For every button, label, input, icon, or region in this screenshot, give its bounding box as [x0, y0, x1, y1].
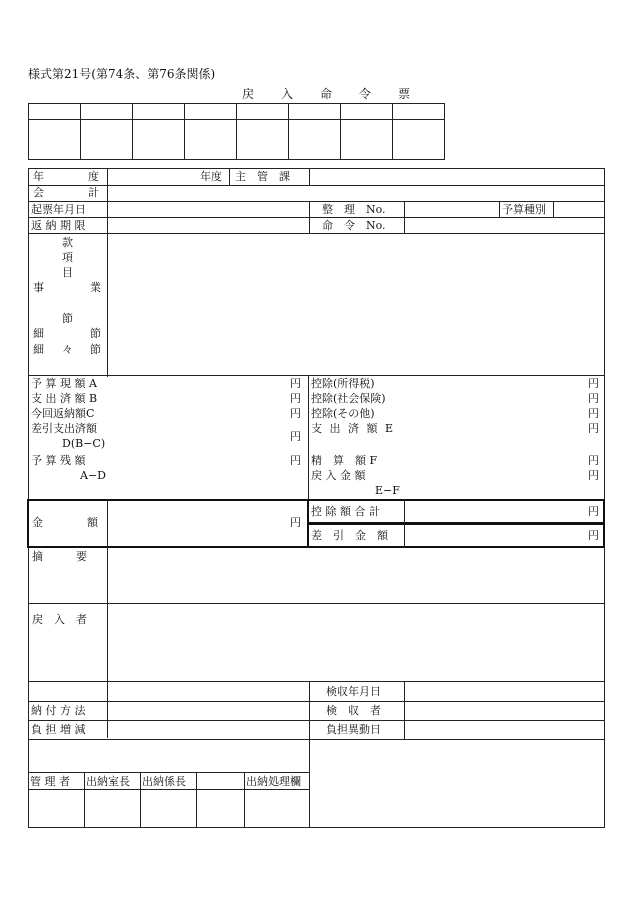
yen-kojo-gokei: 円: [588, 505, 599, 518]
sig-suitou-shitsucho: 出納室長: [86, 775, 130, 788]
label-futan-zogen: 負 担 増 減: [31, 723, 86, 736]
item-noma: 々: [62, 343, 73, 356]
amt-kojo-sonota: 控除(その他): [311, 407, 375, 420]
amt-kojo-shakai: 控除(社会保険): [311, 392, 386, 405]
item-moku: 目: [62, 266, 73, 279]
yen-10: 円: [588, 454, 599, 467]
item-gyo: 業: [90, 281, 101, 294]
yen-6: 円: [588, 377, 599, 390]
yen-3: 円: [290, 407, 301, 420]
label-kaikei: 会 計: [33, 186, 99, 199]
label-sashihiki: 差 引 金 額: [311, 529, 388, 542]
item-kou: 項: [62, 251, 73, 264]
amt-yosan-gengaku: 予 算 現 額 A: [31, 377, 97, 390]
amt-d-formula: D(B−C): [62, 437, 106, 450]
amt-e-f-formula: E−F: [375, 484, 400, 497]
item-kan: 款: [62, 236, 73, 249]
label-shukan-ka: 主 管 課: [235, 170, 290, 183]
yen-sashihiki: 円: [588, 529, 599, 542]
label-nendo-suffix: 年度: [200, 170, 222, 183]
label-nendo: 年 度: [33, 170, 99, 183]
label-meirei-no: 命 令 No.: [322, 219, 386, 232]
amt-seisan-f: 精 算 額 F: [311, 454, 378, 467]
yen-8: 円: [588, 407, 599, 420]
label-kojo-gokei: 控 除 額 合 計: [311, 505, 380, 518]
yen-7: 円: [588, 392, 599, 405]
item-setsu-3: 節: [90, 343, 101, 356]
item-ji: 事: [33, 281, 44, 294]
amt-a-d-formula: A−D: [80, 469, 106, 482]
item-sai-2: 細: [33, 343, 44, 356]
yen-1: 円: [290, 377, 301, 390]
yen-11: 円: [588, 469, 599, 482]
item-setsu-2: 節: [90, 327, 101, 340]
label-yosan-shubetsu: 予算種別: [502, 203, 546, 216]
amt-kojo-shotoku: 控除(所得税): [311, 377, 375, 390]
yen-4: 円: [290, 430, 301, 443]
yen-9: 円: [588, 422, 599, 435]
item-setsu: 節: [62, 312, 73, 325]
form-title: 戻 入 命 令 票: [242, 87, 412, 101]
label-tekiyo: 摘 要: [32, 550, 87, 563]
sig-suitou-kakaricho: 出納係長: [142, 775, 186, 788]
sig-suitou-shori: 出納処理欄: [246, 775, 301, 788]
yen-kingaku: 円: [290, 516, 301, 529]
label-reinyusha: 戻 入 者: [32, 613, 87, 626]
yen-5: 円: [290, 454, 301, 467]
label-futan-ido-date: 負担異動日: [326, 723, 381, 736]
amt-shishutsu-e: 支 出 済 額 E: [311, 422, 396, 435]
label-kingaku: 金 額: [32, 516, 98, 529]
label-seiri-no: 整 理 No.: [322, 203, 386, 216]
sig-kanrisha: 管 理 者: [30, 775, 70, 788]
amt-shishutsu-zumi: 支 出 済 額 B: [31, 392, 98, 405]
label-hennou-kigen: 返 納 期 限: [31, 219, 86, 232]
form-id: 様式第21号(第74条、第76条関係): [28, 67, 216, 81]
amt-yosan-zangaku: 予 算 残 額: [31, 454, 86, 467]
label-kenshusha: 検 収 者: [326, 704, 381, 717]
yen-2: 円: [290, 392, 301, 405]
item-sai-1: 細: [33, 327, 44, 340]
main-form: [28, 168, 605, 828]
amt-konkai-hennou: 今回返納額C: [31, 407, 95, 420]
label-kihyo-date: 起票年月日: [31, 203, 86, 216]
label-kenshu-date: 検収年月日: [326, 685, 381, 698]
label-nofu-hoho: 納 付 方 法: [31, 704, 86, 717]
amt-sashihiki-shishutsu: 差引支出済額: [31, 422, 97, 435]
amt-reinyu-kingaku: 戻 入 金 額: [311, 469, 366, 482]
